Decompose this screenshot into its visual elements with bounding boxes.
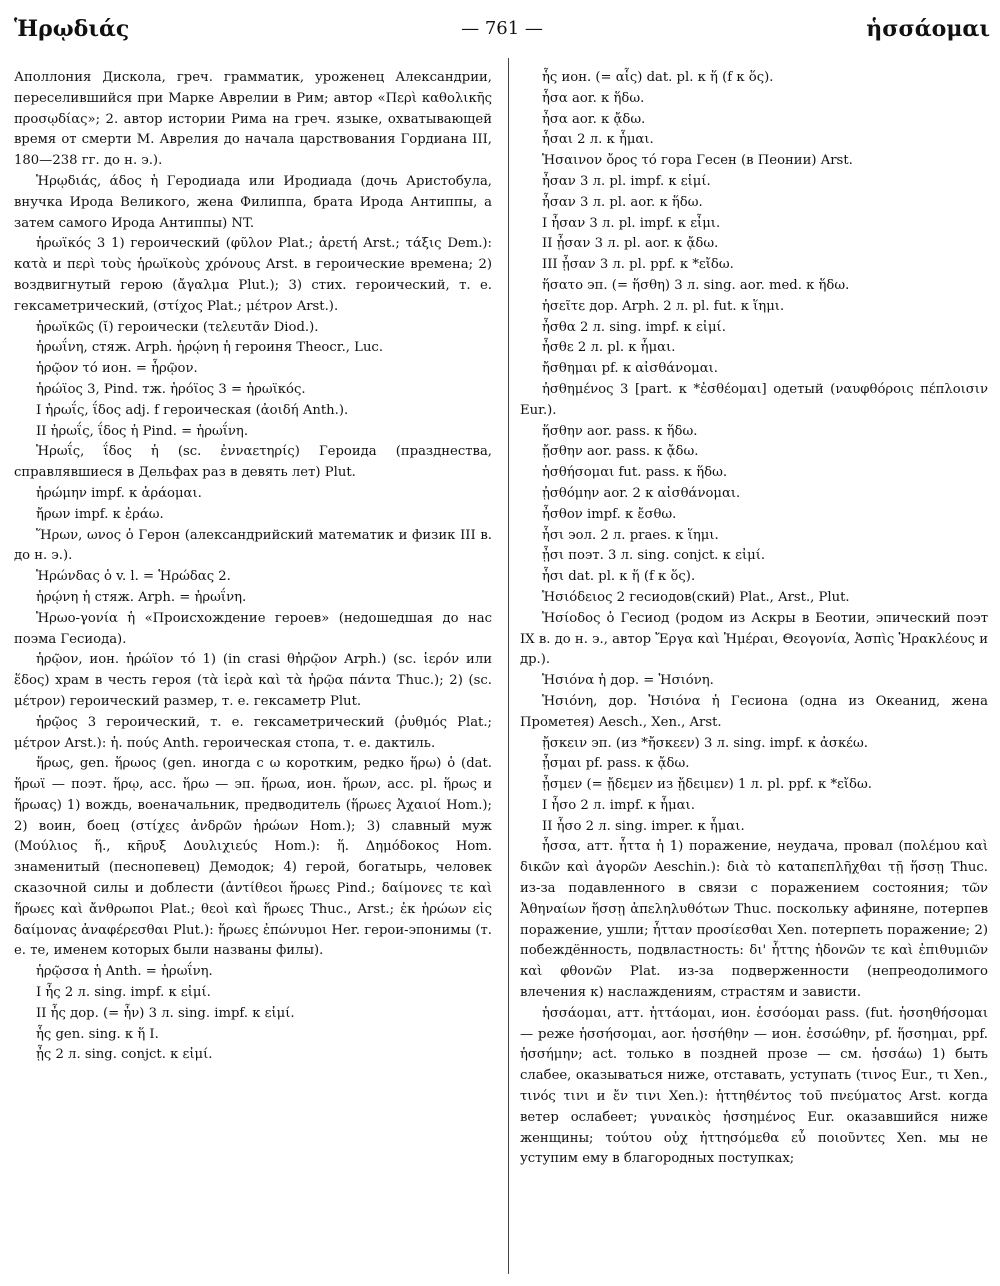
dictionary-entry: ἡρῷον, ион. ἡρώϊον τό 1) (in crasi θἠρῷον Arph.) (sc. ἱερόν или ἕδος) храм в честь героя (τὰ ἱερὰ καὶ τὰ ἡρῷα πάντα Thuc.); 2) (sc. μέτρον) героический размер, т. е. гексаметр Plut. <box>14 652 492 709</box>
dictionary-entry: I ἧσο 2 л. impf. к ἧμαι. <box>542 797 695 813</box>
dictionary-entry: ᾔσκειν эп. (из *ἤσκεεν) 3 л. sing. impf. к ἀσκέω. <box>542 735 868 751</box>
dictionary-entry: ἥσθην aor. pass. к ἥδω. <box>542 423 698 439</box>
dictionary-entry: ἧσα aor. к ἥδω. <box>542 90 645 106</box>
dictionary-entry: Аполлония Дискола, греч. грамматик, уроженец Александрии, переселившийся при Марке Аврелии в Рим; автор «Περὶ καθολικῆς προσῳδίας»; 2. автор истории Рима на греч. языке, охватывающей время от смерти М. Аврелия до начала царствования Гордиана III, 180—238 гг. до н. э.). <box>14 70 492 169</box>
dictionary-entry: II ᾖσαν 3 л. pl. aor. к ᾄδω. <box>542 236 719 252</box>
dictionary-entry: ᾐσθόμην aor. 2 к αἰσθάνομαι. <box>542 485 741 501</box>
dictionary-entry: ἡρωΐνη, стяж. Arph. ἡρῴνη ἡ героиня Theocr., Luc. <box>36 340 384 356</box>
dictionary-entry: Ἡρώνδας ὁ v. l. = Ἡρώδας 2. <box>36 569 231 585</box>
dictionary-entry: Ἡσιόνη, дор. Ἡσιόνα ἡ Гесиона (одна из Океанид, жена Прометея) Aesch., Xen., Arst. <box>520 693 988 730</box>
dictionary-entry: II ἡρωΐς, ΐδος ἡ Pind. = ἡρωΐνη. <box>36 423 249 439</box>
dictionary-entry: I ἡρωΐς, ΐδος adj. f героическая (ἀοιδή Anth.). <box>36 402 349 418</box>
dictionary-entry: ᾖσμεν (= ᾔδεμεν из ᾔδειμεν) 1 л. pl. ppf. к *εἴδω. <box>542 777 872 793</box>
dictionary-entry: ἧς gen. sing. к ἥ I. <box>36 1026 159 1042</box>
dictionary-entry: ἤρων impf. к ἐράω. <box>36 506 164 522</box>
column-divider <box>508 58 509 1274</box>
dictionary-entry: Ἡσίοδος ὁ Гесиод (родом из Аскры в Беотии, эпический поэт IX в. до н. э., автор Ἔργα καὶ Ἡμέραι, Θεογονία, Ἀσπὶς Ἡρακλέους и др.). <box>520 610 988 668</box>
dictionary-entry: ᾖσμαι pf. pass. к ᾄδω. <box>542 756 690 772</box>
dictionary-entry: Ἡσιόνα ἡ дор. = Ἡσιόνη. <box>542 673 714 689</box>
dictionary-entry: Ἡρωο-γονία ἡ «Происхождение героев» (недошедшая до нас поэма Гесиода). <box>14 610 492 647</box>
dictionary-entry: Ἡρωΐς, ΐδος ἡ (sc. ἐνναετηρίς) Героида (празднества, справлявшиеся в Дельфах раз в девять лет) Plut. <box>14 444 492 481</box>
dictionary-entry: ἡρῴνη ἡ стяж. Arph. = ἡρωΐνη. <box>36 589 247 605</box>
dictionary-entry: ἦσθον impf. к ἔσθω. <box>542 506 677 522</box>
dictionary-entry: ἧσσα, атт. ἧττα ἡ 1) поражение, неудача, провал (πολέμου καὶ δικῶν καὶ ἀγορῶν Aeschin.): διὰ τὸ καταπεπλῆχθαι τῇ ἥσσῃ Thuc. из-за подавленного в связи с поражением состояния; τῶν Ἀθηναίων ἥσσῃ ἀπεληλυθότων Thuc. поскольку афиняне, потерпев поражение, ушли; ἧτταν προσίεσθαι Xen. потерпеть поражение; 2) побеждённость, подвластность: δι' ἧττης ἡδονῶν τε καὶ ἐπιθυμιῶν καὶ φθονῶν Plat. из-за подверженности (непреодолимого влечения к) наслаждениям, страстям и зависти. <box>520 839 988 1001</box>
dictionary-entry: ἦσα aor. к ᾄδω. <box>542 111 646 127</box>
dictionary-entry: ἡρώμην impf. к ἀράομαι. <box>36 485 202 501</box>
dictionary-entry: ἡρωϊκός 3 1) героический (φῦλον Plat.; ἀρετή Arst.; τάξις Dem.): κατὰ и περὶ τοὺς ἡρωϊκοὺς χρόνους Arst. в героические времена; 2) воздвигнутый герою (ἄγαλμα Plut.); 3) стих. героический, т. е. гексаметрический, (στίχος Plat.; μέτρον Arst.). <box>14 236 492 314</box>
dictionary-entry: I ἦς 2 л. sing. impf. к εἰμί. <box>36 985 211 1001</box>
page-number: — 761 — <box>461 18 543 39</box>
left-column <box>14 68 492 1066</box>
dictionary-entry: ἡρώϊος 3, Pind. тж. ἡρόϊος 3 = ἡρωϊκός. <box>36 381 306 397</box>
dictionary-entry: Ἡρῳδιάς, άδος ἡ Геродиада или Иродиада (дочь Аристобула, внучка Ирода Великого, жена Филиппа, брата Ирода Антиппы, а затем самого Ирода Антиппы) NT. <box>14 173 492 231</box>
dictionary-entry: ἥσατο эп. (= ἥσθη) 3 л. sing. aor. med. к ἥδω. <box>542 277 850 293</box>
dictionary-entry: ἡρῷσσα ἡ Anth. = ἡρωΐνη. <box>36 964 213 980</box>
dictionary-entry: Ἡσαινον ὄρος τό гора Гесен (в Пеонии) Arst. <box>542 153 853 169</box>
dictionary-entry: ἡρωϊκῶς (ῐ) героически (τελευτᾶν Diod.). <box>36 319 319 335</box>
dictionary-entry: ἧσι эол. 2 л. praes. к ἵημι. <box>542 527 719 543</box>
header-right-word: ἡσσάομαι <box>866 16 990 42</box>
dictionary-entry: ἠσθημένος 3 [part. к *ἐσθέομαι] одетый (ναυφθόροις πέπλοισιν Eur.). <box>520 381 988 418</box>
dictionary-entry: ἡρῷος 3 героический, т. е. гексаметрический (ῥυθμός Plat.; μέτρον Arst.): ἡ. πούς Anth. героическая стопа, т. е. дактиль. <box>14 714 492 751</box>
header-left-word: Ἡρῳδιάς <box>14 16 130 42</box>
page-header <box>14 14 990 50</box>
dictionary-entry: ἡρῷον τό ион. = ἧρῷον. <box>36 361 198 377</box>
dictionary-entry: II ἧσο 2 л. sing. imper. к ἧμαι. <box>542 818 745 834</box>
dictionary-entry: I ἦσαν 3 л. pl. impf. к εἶμι. <box>542 215 721 231</box>
dictionary-entry: ᾔσθην aor. pass. к ᾄδω. <box>542 444 699 460</box>
dictionary-entry: ἧσι dat. pl. к ἥ (f к ὅς). <box>542 569 696 585</box>
dictionary-entry: ἧσαι 2 л. к ἧμαι. <box>542 132 654 148</box>
dictionary-entry: ἦσαν 3 л. pl. impf. к εἰμί. <box>542 173 711 189</box>
right-column <box>520 68 988 1170</box>
dictionary-entry: II ἦς дор. (= ἦν) 3 л. sing. impf. к εἰμί. <box>36 1005 295 1021</box>
dictionary-entry: ἡσσάομαι, атт. ἡττάομαι, ион. ἑσσόομαι pass. (fut. ἡσσηθήσομαι — реже ἡσσήσομαι, aor. ἡσσήθην — ион. ἑσσώθην, pf. ἥσσημαι, ppf. ἡσσήμην; act. только в поздней прозе — см. ἡσσάω) 1) быть слабее, оказываться ниже, отставать, уступать (τινος Eur., τι Xen., τινός τινι и ἔν τινι Xen.): ἡττηθέντος τοῦ πνεύματος Arst. когда ветер ослабеет; γυναικὸς ἡσσημένος Eur. оказавшийся ниже женщины; τούτου οὐχ ἡττησόμεθα εὖ ποιοῦντες Xen. мы не уступим ему в благородных поступках; <box>520 1005 988 1167</box>
dictionary-entry: III ᾖσαν 3 л. pl. ppf. к *εἴδω. <box>542 257 734 273</box>
dictionary-entry: ἧς ион. (= αἷς) dat. pl. к ἥ (f к ὅς). <box>542 70 774 85</box>
dictionary-entry: ἦσαν 3 л. pl. aor. к ἥδω. <box>542 194 703 210</box>
dictionary-entry: ἦσθα 2 л. sing. impf. к εἰμί. <box>542 319 726 335</box>
dictionary-entry: ἡσθήσομαι fut. pass. к ἥδω. <box>542 465 728 481</box>
dictionary-entry: ἥρως, gen. ἥρωος (gen. иногда с ω коротким, редко ἥρω) ὁ (dat. ἥρωϊ — поэт. ἥρῳ, acc. ἥρω — эп. ἥρωα, ион. ἥρων, acc. pl. ἥρως и ἥρωας) 1) вождь, военачальник, предводитель (ἥρωες Ἀχαιοί Hom.); 2) воин, боец (στίχες ἀνδρῶν ἡρώων Hom.); 3) славный муж (Μούλιος ἥ., κῆρυξ Δουλιχιεύς Hom.): ἥ. Δημόδοκος Hom. знаменитый (песнопевец) Демодок; 4) герой, богатырь, человек сказочной силы и доблести (ἀντίθεοι ἥρωες Pind.; δαίμονες τε καὶ ἥρωες καὶ ἄνθρωποι Plat.; θεοὶ καὶ ἥρωες Thuc., Arst.; ἐκ ἡρώων εἰς δαίμονας ἀναφέρεσθαι Plut.): ἥρωες ἐπώνυμοι Her. герои-эпонимы (т. е. те, именем которых были названы филы). <box>14 756 492 959</box>
dictionary-entry: ᾖς 2 л. sing. conjct. к εἰμί. <box>36 1047 213 1063</box>
dictionary-entry: ἦσθε 2 л. pl. к ἧμαι. <box>542 340 676 356</box>
dictionary-entry: ᾖσι поэт. 3 л. sing. conjct. к εἰμί. <box>542 548 766 564</box>
dictionary-entry: ἡσεῖτε дор. Arph. 2 л. pl. fut. к ἵημι. <box>542 298 785 314</box>
dictionary-entry: ἤσθημαι pf. к αἰσθάνομαι. <box>542 361 718 377</box>
dictionary-entry: Ἥρων, ωνος ὁ Герон (александрийский математик и физик III в. до н. э.). <box>14 527 492 564</box>
dictionary-entry: Ἡσιόδειος 2 гесиодов(ский) Plat., Arst., Plut. <box>542 589 850 605</box>
